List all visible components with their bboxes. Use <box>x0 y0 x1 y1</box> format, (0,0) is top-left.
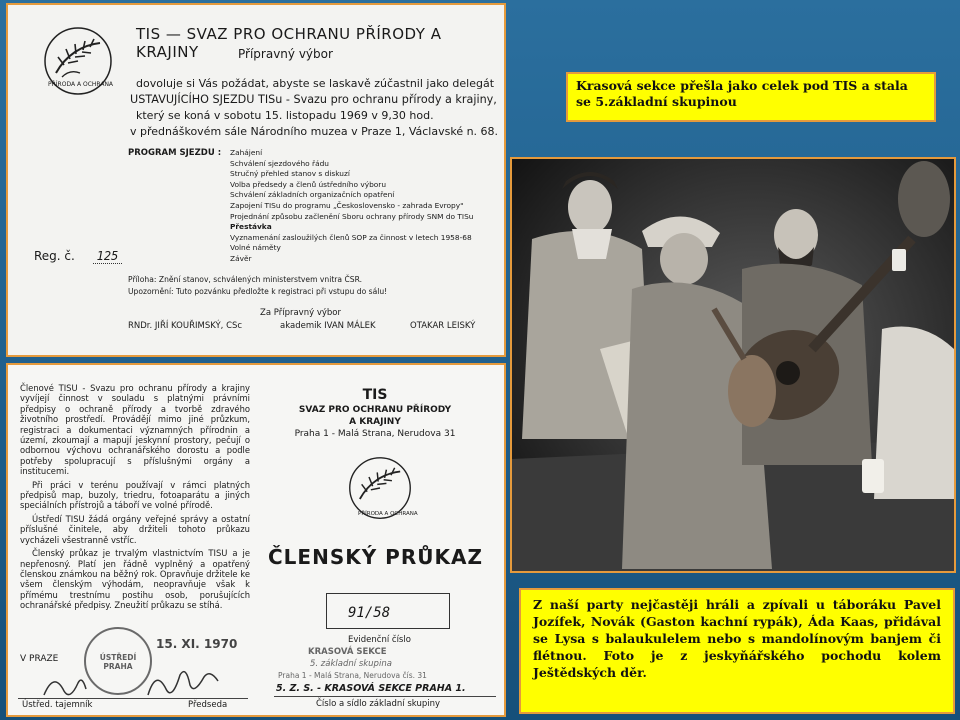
body-line: který se koná v sobotu 15. listopadu 1969 v 9,30 hod. <box>136 109 434 122</box>
signatures-icon <box>38 665 258 705</box>
program-item: Volné náměty <box>230 243 281 253</box>
section-stamp: Praha 1 - Malá Strana, Nerudova čís. 31 <box>278 671 427 680</box>
org-title: TIS <box>362 387 388 403</box>
date-stamp: 15. XI. 1970 <box>156 637 238 651</box>
rules-paragraph: Členský průkaz je trvalým vlastnictvím TISU a je nepřenosný. Platí jen řádně vyplněný a opatřený členskou známkou na běžný rok. Opravňuje držitele ke všem členským výhodám, neopravňuje však k přímému trestnímu postihu osob, porušujících ochranářské předpisy. Zneužití průkazu se stíhá. <box>20 548 250 611</box>
program-item: Zahájení <box>230 148 263 157</box>
sig-label: Ústřed. tajemník <box>22 700 93 710</box>
program-item: Vyznamenání zasloužilých členů SOP za činnost v letech 1958-68 <box>230 232 472 242</box>
invitation-title: TIS — SVAZ PRO OCHRANU PŘÍRODY A KRAJINY <box>136 25 442 61</box>
rules-paragraph: Ústředí TISU žádá orgány veřejné správy a ostatní příslušné činitele, aby držiteli tohoto průkazu vycházeli všestranně vstříc. <box>20 513 250 545</box>
logo-caption: PŘÍRODA A OCHRANA <box>48 81 114 88</box>
logo-caption: PŘÍRODA A OCHRANA <box>358 511 418 517</box>
program-item: Schválení sjezdového řádu <box>230 158 329 168</box>
group-line <box>274 696 496 697</box>
program-item: Závěr <box>230 253 252 263</box>
campfire-photo-image <box>512 159 954 571</box>
card-rules <box>20 383 250 614</box>
reg-label: Reg. č. <box>34 249 75 263</box>
section-stamp: KRASOVÁ SEKCE <box>308 647 387 657</box>
org-address: Praha 1 - Malá Strana, Nerudova 31 <box>294 429 456 439</box>
section-stamp: 5. základní skupina <box>310 659 392 669</box>
signature-line <box>18 698 248 699</box>
program-item: Přestávka <box>230 222 272 232</box>
program-item: Schválení základních organizačních opatření <box>230 190 395 200</box>
program-item: Stručný přehled stanov s diskuzí <box>230 169 350 179</box>
group-handwritten: 5. Z. S. - KRASOVÁ SEKCE PRAHA 1. <box>276 683 466 694</box>
record-label: Evidenční číslo <box>348 635 411 645</box>
invitation-document <box>6 3 506 357</box>
signatory: OTAKAR LEISKÝ <box>410 321 476 331</box>
org-line: SVAZ PRO OCHRANU PŘÍRODY <box>298 405 452 415</box>
invitation-subtitle: Přípravný výbor <box>238 47 333 61</box>
membership-card <box>6 363 506 717</box>
caption-bottom: Z naší party nejčastěji hráli a zpívali u táboráku Pavel Jozífek, Novák (Gaston kachní rypák), Áda Kaas, přidával se Lysa s balaukulelem nebo s mandolínovým banjem či flétnou. Foto je z jeskyňářského pochodu kolem Ještědských děr. <box>519 588 955 714</box>
card-title: ČLENSKÝ PRŮKAZ <box>268 545 483 569</box>
program-label: PROGRAM SJEZDU : <box>128 148 222 158</box>
body-line: v přednáškovém sále Národního muzea v Praze 1, Václavské n. 68. <box>130 125 499 138</box>
program-item: Zapojení TISu do programu „Československo - zahrada Evropy" <box>230 200 464 210</box>
attachment-note: Příloha: Znění stanov, schválených ministerstvem vnitra ČSR. <box>128 275 363 284</box>
notice: Upozornění: Tuto pozvánku předložte k registraci při vstupu do sálu! <box>128 287 388 296</box>
rules-paragraph: Členové TISU - Svazu pro ochranu přírody a krajiny vyvíjejí činnost v souladu s platnými právními předpisy o ochraně přírody a tvorbě zdravého životního prostředí. Provádějí mimo jiné průzkum, registraci a dokumentaci významných přírodnin a území, zkoumají a mapují jeskynní prostory, pečují o odbornou výchovu ochranářského dorostu a podle potřeby spolupracují s příslušnými orgány a institucemi. <box>20 383 250 477</box>
signatory: akademik IVAN MÁLEK <box>280 321 376 331</box>
signatory: RNDr. JIŘÍ KOUŘIMSKÝ, CSc <box>128 321 243 331</box>
left-stamp-text: ÚSTŘEDÍ PRAHA <box>99 653 137 671</box>
place-label: V PRAZE <box>20 654 59 664</box>
campfire-photo <box>510 157 956 573</box>
group-label: Číslo a sídlo základní skupiny <box>316 699 441 709</box>
sig-label: Předseda <box>188 700 228 710</box>
body-line: dovoluje si Vás požádat, abyste se laskavě zúčastnil jako delegát <box>136 77 495 90</box>
reg-number: 125 <box>93 249 123 264</box>
rules-paragraph: Při práci v terénu používají v rámci platných předpisů map, buzoly, triedru, fotoaparátu a jiných speciálních přístrojů a táboří ve volné přírodě. <box>20 479 250 511</box>
signed-for: Za Přípravný výbor <box>260 308 341 318</box>
org-line: A KRAJINY <box>349 417 401 427</box>
body-line: USTAVUJÍCÍHO SJEZDU TISu - Svazu pro ochranu přírody a krajiny, <box>130 93 497 106</box>
program-item: Volba předsedy a členů ústředního výboru <box>230 179 387 189</box>
program-list <box>230 148 473 265</box>
caption-top: Krasová sekce přešla jako celek pod TIS a stala se 5.základní skupinou <box>566 72 936 122</box>
program-item: Projednání způsobu začlenění Sboru ochrany přírody SNM do TISu <box>230 211 474 221</box>
record-number: 91/58 <box>348 605 391 621</box>
registration <box>34 249 122 263</box>
